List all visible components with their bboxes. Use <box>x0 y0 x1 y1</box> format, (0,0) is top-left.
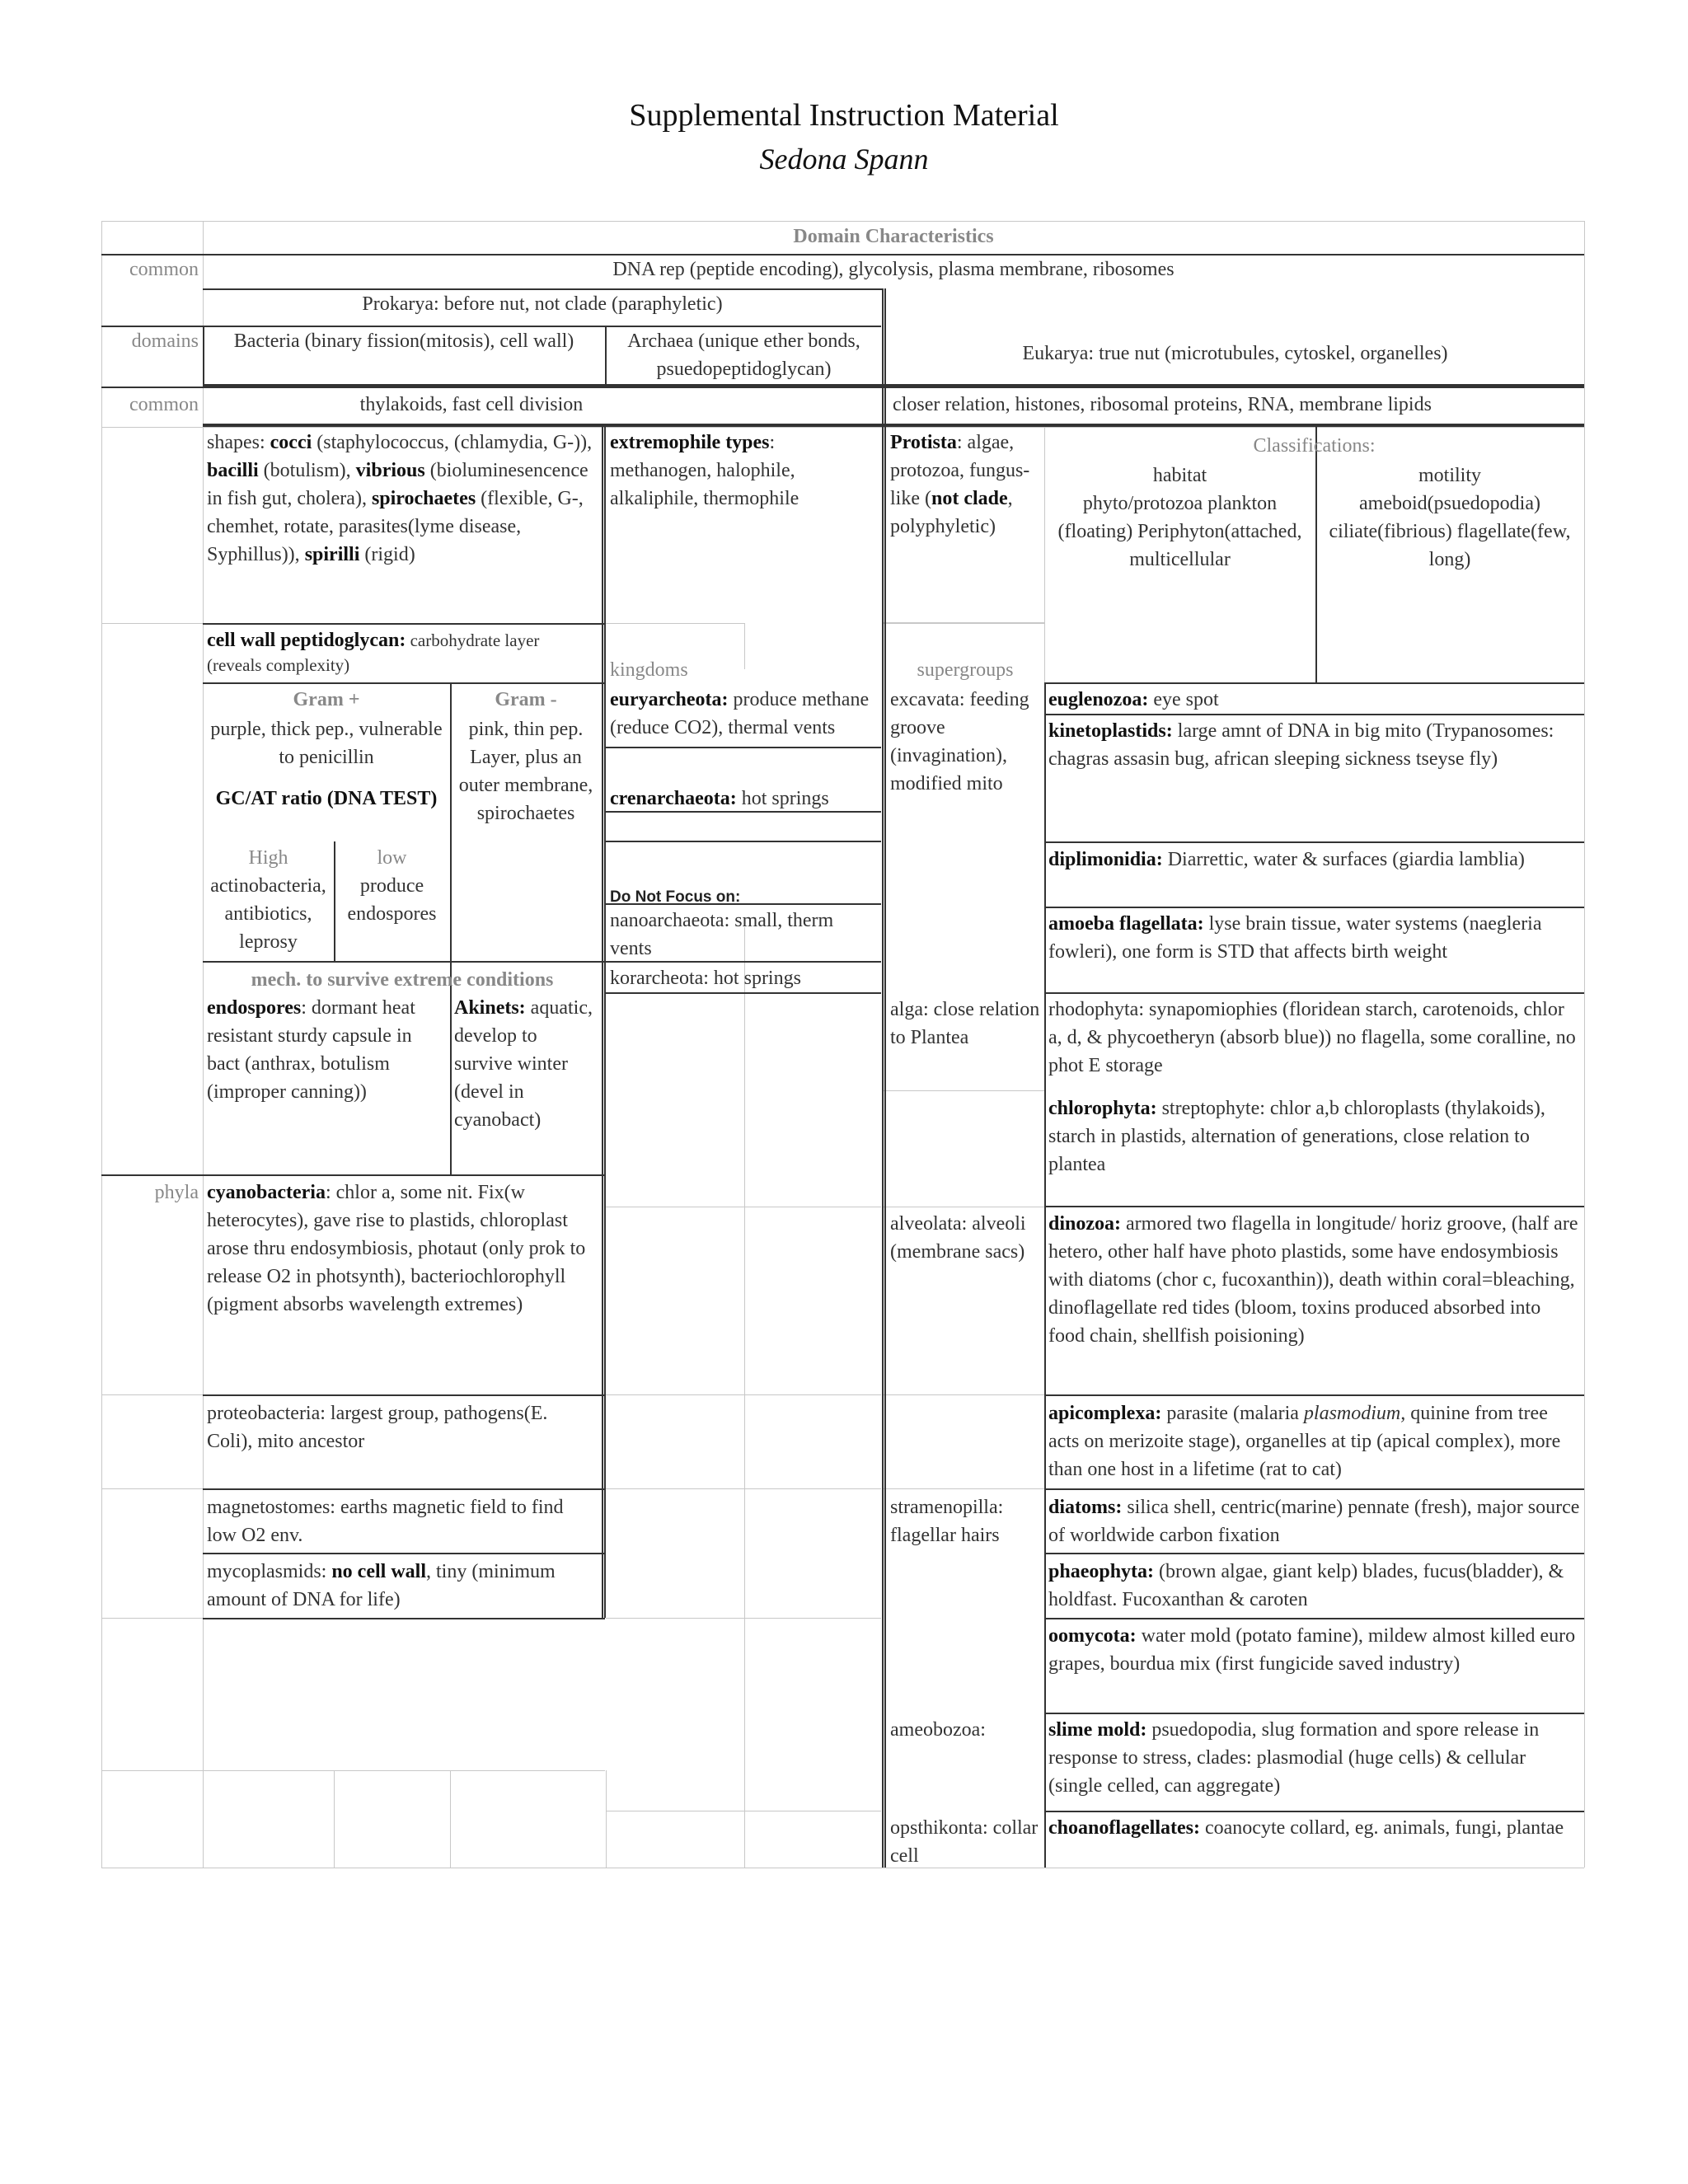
prokarya-header: Prokarya: before nut, not clade (paraphyletic) <box>362 293 723 315</box>
protista: Protista: algae, protozoa, fungus-like (not clade, polyphyletic) <box>890 432 1030 537</box>
cell-wall-peptidoglycan: cell wall peptidoglycan: carbohydrate layer (reveals complexity) <box>207 630 540 675</box>
bacteria-shapes: shapes: cocci (staphylococcus, (chlamydia, G-)), bacilli (botulism), vibrious (bioluminesencence in fish gut, cholera), spirochaetes (flexible, G-, chemhet, rotate, parasites(lyme disease, Syphillus)), spirilli (rigid) <box>207 432 593 565</box>
survival-mechanisms-header: mech. to survive extreme conditions <box>251 969 554 991</box>
low-gc: low produce endospores <box>347 847 437 925</box>
bacteria-header: Bacteria (binary fission(mitosis), cell wall) <box>233 330 574 352</box>
domain-characteristics-heading: Domain Characteristics <box>793 226 994 247</box>
crenarchaeota: crenarchaeota: hot springs <box>610 788 829 809</box>
magnetostomes: magnetostomes: earths magnetic field to find low O2 env. <box>207 1497 564 1546</box>
page-title: Supplemental Instruction Material <box>629 98 1059 133</box>
nanoarchaeota: nanoarchaeota: small, therm vents <box>610 910 834 959</box>
mycoplasmids: mycoplasmids: no cell wall, tiny (minimum amount of DNA for life) <box>207 1561 556 1610</box>
kingdoms-label: kingdoms <box>610 659 688 681</box>
classifications-heading: Classifications: <box>1253 435 1376 457</box>
choanoflagellates: choanoflagellates: coanocyte collard, eg. animals, fungi, plantae <box>1048 1817 1564 1839</box>
supergroup-ameobozoa: ameobozoa: <box>890 1719 986 1741</box>
habitat-classification: habitat phyto/protozoa plankton (floating) Periphyton(attached, multicellular <box>1057 465 1302 570</box>
proteobacteria: proteobacteria: largest group, pathogens(E. Coli), mito ancestor <box>207 1403 548 1452</box>
row-label-domains: domains <box>131 330 199 352</box>
gram-negative-header: Gram - <box>495 689 557 710</box>
row-label-phyla: phyla <box>154 1182 199 1203</box>
korarcheota: korarcheota: hot springs <box>610 968 801 989</box>
supergroup-alveolata: alveolata: alveoli (membrane sacs) <box>890 1213 1026 1263</box>
apicomplexa: apicomplexa: parasite (malaria plasmodium, quinine from tree acts on merizoite stage), organelles at tip (apical complex), more than one host in a lifetime (rat to cat) <box>1048 1403 1561 1480</box>
motility-classification: motility ameboid(psuedopodia) ciliate(fibrious) flagellate(few, long) <box>1329 465 1571 570</box>
endospores: endospores: dormant heat resistant sturdy capsule in bact (anthrax, botulism (improper canning)) <box>207 997 415 1103</box>
eukarya-header: Eukarya: true nut (microtubules, cytoskel, organelles) <box>1022 343 1448 364</box>
row-label-common: common <box>129 394 199 415</box>
diplimonidia: diplimonidia: Diarrettic, water & surfaces (giardia lamblia) <box>1048 849 1525 870</box>
gc-at-ratio: GC/AT ratio (DNA TEST) <box>215 788 438 809</box>
kinetoplastids: kinetoplastids: large amnt of DNA in big mito (Trypanosomes: chagras assasin bug, african sleeping sickness tseyse fly) <box>1048 720 1554 770</box>
author-name: Sedona Spann <box>759 143 929 176</box>
extremophile-types: extremophile types: methanogen, halophile, alkaliphile, thermophile <box>610 432 799 509</box>
supergroup-stramenopilla: stramenopilla: flagellar hairs <box>890 1497 1004 1546</box>
phaeophyta: phaeophyta: (brown algae, giant kelp) blades, fucus(bladder), & holdfast. Fucoxanthan & caroten <box>1048 1561 1564 1610</box>
diatoms: diatoms: silica shell, centric(marine) pennate (fresh), major source of worldwide carbon fixation <box>1048 1497 1580 1546</box>
oomycota: oomycota: water mold (potato famine), mildew almost killed euro grapes, bourdua mix (first fungicide saved industry) <box>1048 1625 1576 1675</box>
cyanobacteria: cyanobacteria: chlor a, some nit. Fix(w heterocytes), gave rise to plastids, chloroplast arose thru endosymbiosis, photaut (only prok to release O2 in photsynth), bacteriochlorophyll (pigment absorbs wavelength extremes) <box>207 1182 586 1315</box>
row-label-common: common <box>129 259 199 280</box>
dinozoa: dinozoa: armored two flagella in longitude/ horiz groove, (half are hetero, other half have photo plastids, some have endosymbiosis with diatoms (chor c, fucoxanthin)), death within coral=bleaching, dinoflagellate red tides (bloom, toxins produced absorbed into food chain, shellfish poisioning) <box>1048 1213 1578 1347</box>
gram-positive-description: purple, thick pep., vulnerable to penicillin <box>210 719 443 768</box>
supergroup-opisthokonta: opsthikonta: collar cell <box>890 1817 1039 1867</box>
gram-negative-description: pink, thin pep. Layer, plus an outer membrane, spirochaetes <box>458 719 593 824</box>
rhodophyta: rhodophyta: synapomiophies (floridean starch, carotenoids, chlor a, d, & phycoetheryn (absorb blue)) no flagella, some coralline, no phot E storage <box>1048 999 1576 1076</box>
amoeba-flagellata: amoeba flagellata: lyse brain tissue, water systems (naegleria fowleri), one form is STD that affects birth weight <box>1048 913 1542 963</box>
prokarya-common-traits: thylakoids, fast cell division <box>359 394 584 415</box>
high-gc: High actinobacteria, antibiotics, leprosy <box>210 847 326 953</box>
common-all-domains: DNA rep (peptide encoding), glycolysis, plasma membrane, ribosomes <box>612 259 1175 280</box>
slime-mold: slime mold: psuedopodia, slug formation and spore release in response to stress, clades: plasmodial (huge cells) & cellular (single celled, can aggregate) <box>1048 1719 1540 1797</box>
do-not-focus-note: Do Not Focus on: <box>610 888 741 905</box>
gram-positive-header: Gram + <box>293 689 360 710</box>
akinets: Akinets: aquatic, develop to survive winter (devel in cyanobact) <box>454 997 593 1131</box>
supergroup-excavata: excavata: feeding groove (invagination), modified mito <box>890 689 1029 794</box>
supergroup-alga: alga: close relation to Plantea <box>890 999 1040 1048</box>
supergroups-label: supergroups <box>917 659 1014 681</box>
euglenozoa: euglenozoa: eye spot <box>1048 689 1219 710</box>
euryarcheota: euryarcheota: produce methane (reduce CO2), thermal vents <box>610 689 870 738</box>
archaea-header: Archaea (unique ether bonds, psuedopeptidoglycan) <box>627 330 860 380</box>
chlorophyta: chlorophyta: streptophyte: chlor a,b chloroplasts (thylakoids), starch in plastids, alternation of generations, close relation to plantea <box>1048 1098 1545 1175</box>
archaea-eukarya-common-traits: closer relation, histones, ribosomal proteins, RNA, membrane lipids <box>893 394 1432 415</box>
